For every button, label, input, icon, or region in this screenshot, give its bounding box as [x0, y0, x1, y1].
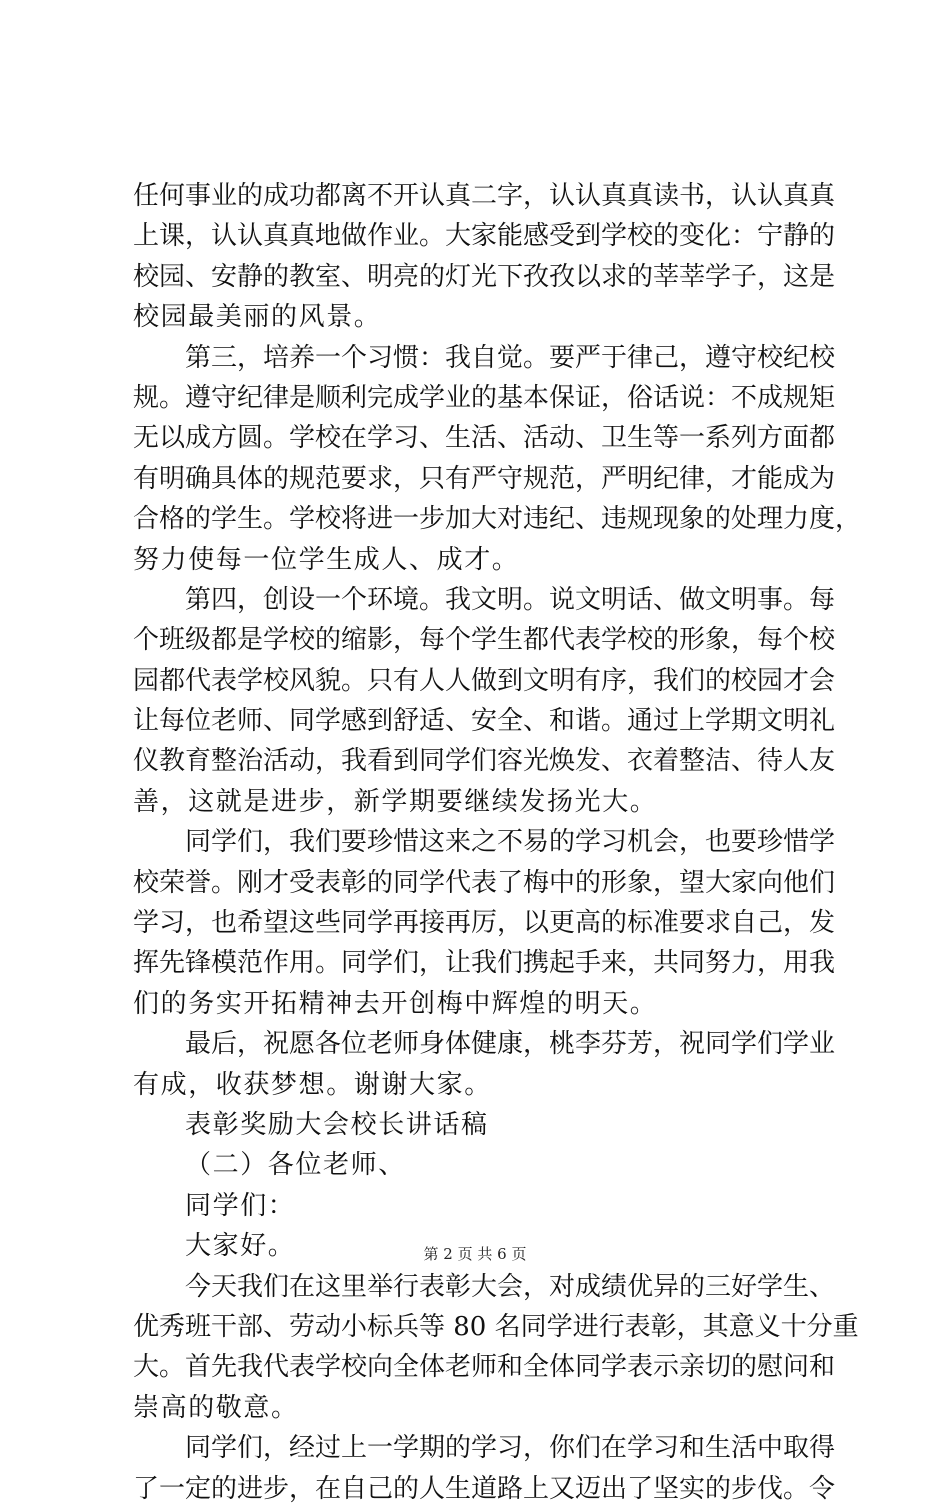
text-line: 校荣誉。刚才受表彰的同学代表了梅中的形象，望大家向他们 — [133, 867, 836, 898]
text-line: 同学们，我们要珍惜这来之不易的学习机会，也要珍惜学 — [185, 827, 836, 858]
text-line: 大。首先我代表学校向全体老师和全体同学表示亲切的慰问和 — [133, 1352, 836, 1383]
text-line: 第四，创设一个环境。我文明。说文明话、做文明事。每 — [185, 584, 836, 615]
text-line: 上课，认认真真地做作业。大家能感受到学校的变化：宁静的 — [133, 221, 836, 252]
text-line: 挥先锋模范作用。同学们，让我们携起手来，共同努力，用我 — [133, 948, 836, 979]
text-line: 规。遵守纪律是顺利完成学业的基本保证，俗话说：不成规矩 — [133, 382, 836, 413]
text-line: 最后，祝愿各位老师身体健康，桃李芬芳，祝同学们学业 — [185, 1029, 836, 1060]
text-line: 无以成方圆。学校在学习、生活、活动、卫生等一系列方面都 — [133, 423, 836, 454]
text-line: 崇高的敬意。 — [133, 1392, 299, 1423]
text-line: 第三，培养一个习惯：我自觉。要严于律己，遵守校纪校 — [185, 342, 836, 373]
text-line: 园都代表学校风貌。只有人人做到文明有序，我们的校园才会 — [133, 665, 836, 696]
text-line: 让每位老师、同学感到舒适、安全、和谐。通过上学期文明礼 — [133, 706, 836, 737]
text-line: 学习，也希望这些同学再接再厉，以更高的标准要求自己，发 — [133, 908, 836, 939]
document-body — [133, 176, 862, 1509]
text-line: 今天我们在这里举行表彰大会，对成绩优异的三好学生、 — [185, 1271, 836, 1302]
text-line: 个班级都是学校的缩影，每个学生都代表学校的形象，每个校 — [133, 625, 836, 656]
text-line: 有明确具体的规范要求，只有严守规范，严明纪律，才能成为 — [133, 463, 836, 494]
text-line: 善，这就是进步，新学期要继续发扬光大。 — [133, 786, 658, 817]
text-line: （二）各位老师、 — [185, 1150, 406, 1181]
text-line: 有成，收获梦想。谢谢大家。 — [133, 1069, 492, 1100]
text-line: 们的务实开拓精神去开创梅中辉煌的明天。 — [133, 988, 658, 1019]
text-line: 了一定的进步，在自己的人生道路上又迈出了坚实的步伐。令 — [133, 1473, 836, 1504]
text-line: 校园最美丽的风景。 — [133, 302, 382, 333]
text-line: 校园、安静的教室、明亮的灯光下孜孜以求的莘莘学子，这是 — [133, 261, 836, 292]
page-number: 第 2 页 共 6 页 — [423, 1245, 527, 1263]
text-line: 同学们： — [185, 1190, 296, 1221]
text-line: 表彰奖励大会校长讲话稿 — [185, 1109, 489, 1140]
text-line: 同学们，经过上一学期的学习，你们在学习和生活中取得 — [185, 1433, 836, 1464]
text-line: 任何事业的成功都离不开认真二字，认认真真读书，认认真真 — [133, 181, 836, 211]
text-line: 仪教育整治活动，我看到同学们容光焕发、衣着整洁、待人友 — [133, 746, 836, 777]
text-line: 大家好。 — [185, 1231, 296, 1262]
text-line: 合格的学生。学校将进一步加大对违纪、违规现象的处理力度， — [133, 504, 862, 535]
text-line: 努力使每一位学生成人、成才。 — [133, 544, 520, 575]
text-line: 优秀班干部、劳动小标兵等 80 名同学进行表彰，其意义十分重 — [133, 1311, 859, 1342]
page-footer — [0, 1244, 950, 1264]
